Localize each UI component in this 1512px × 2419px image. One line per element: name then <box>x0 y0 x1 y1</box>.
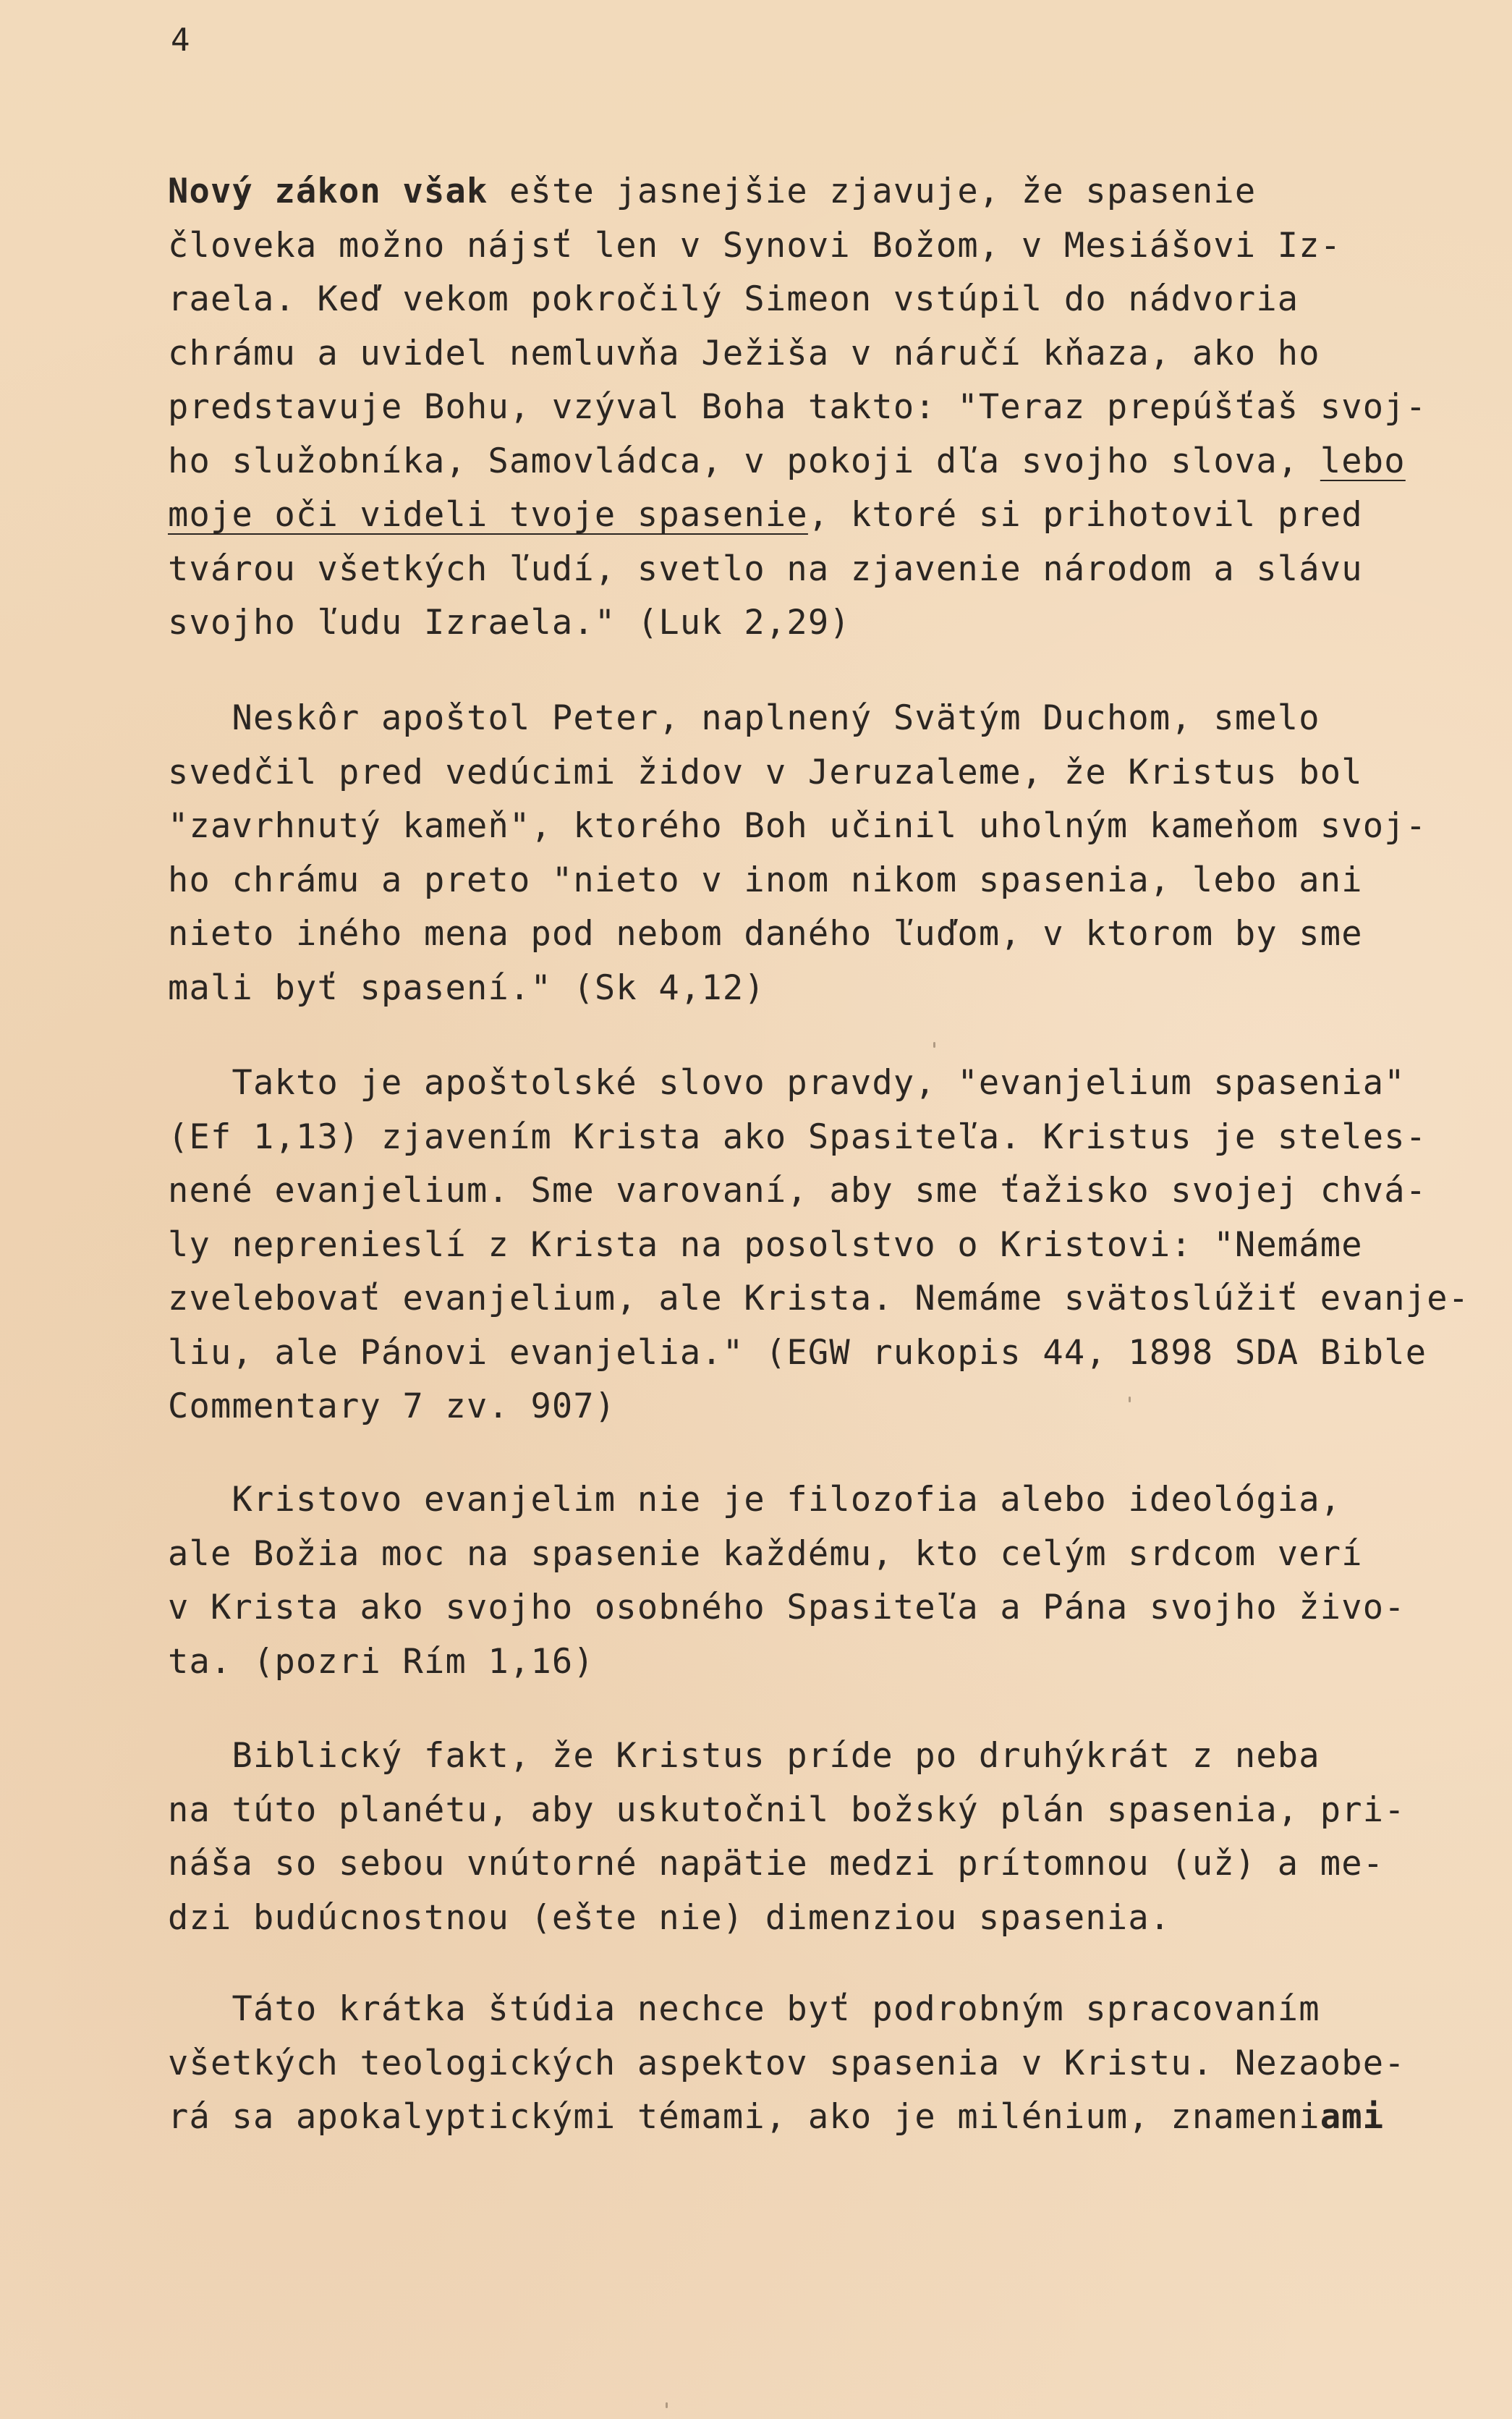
text-line <box>168 962 1456 1016</box>
bold-text: však <box>402 171 488 211</box>
text-line <box>168 854 1456 908</box>
text-run: liu, ale Pánovi evanjelia." (EGW rukopis 44, 1898 SDA Bible <box>168 1332 1427 1373</box>
text-run: nieto iného mena pod nebom daného ľuďom, v ktorom by sme <box>168 914 1363 954</box>
text-run: Takto je apoštolské slovo pravdy, "evanjelium spasenia" <box>168 1063 1406 1103</box>
text-line <box>168 907 1456 962</box>
text-run: svedčil pred vedúcimi židov v Jeruzaleme, že Kristus bol <box>168 752 1363 792</box>
text-line <box>168 596 1456 651</box>
text-run: človeka možno nájsť len v Synovi Božom, v Mesiášovi Iz- <box>168 225 1342 266</box>
paragraph <box>168 1473 1456 1689</box>
text-line <box>168 1272 1470 1326</box>
paper-speck <box>933 1042 935 1048</box>
text-line <box>168 1056 1456 1111</box>
text-line <box>168 1326 1456 1381</box>
text-line <box>168 1635 1456 1690</box>
text-run: tvárou všetkých ľudí, svetlo na zjavenie národom a slávu <box>168 548 1363 589</box>
paper-speck <box>1129 1397 1131 1402</box>
text-run: na túto planétu, aby uskutočnil božský plán spasenia, pri- <box>168 1789 1406 1830</box>
paragraph <box>168 692 1456 1015</box>
paper-speck <box>666 2402 668 2408</box>
text-line <box>168 381 1456 435</box>
text-line <box>168 488 1456 543</box>
bold-text: Nový zákon <box>168 171 381 211</box>
text-line <box>168 1729 1456 1784</box>
text-line <box>168 327 1456 381</box>
text-run: Biblický fakt, že Kristus príde po druhýkrát z neba <box>168 1736 1320 1776</box>
text-line <box>168 1380 1456 1434</box>
text-run: nené evanjelium. Sme varovaní, aby sme ťažisko svojej chvá- <box>168 1171 1427 1211</box>
text-run: ho služobníka, Samovládca, v pokoji dľa svojho slova, <box>168 441 1320 481</box>
text-run: Táto krátka štúdia nechce byť podrobným spracovaním <box>168 1989 1320 2029</box>
underlined-text: moje oči videli tvoje spasenie <box>168 495 808 535</box>
text-run: zvelebovať evanjelium, ale Krista. Nemáme svätoslúžiť evanje- <box>168 1279 1470 1318</box>
text-line <box>168 2090 1456 2145</box>
text-run: ly neprenieslí z Krista na posolstvo o Kristovi: "Nemáme <box>168 1224 1363 1265</box>
paragraph <box>168 1983 1456 2145</box>
text-line <box>168 1837 1456 1891</box>
text-line <box>168 692 1456 746</box>
paragraph <box>168 165 1456 651</box>
page-number: 4 <box>171 22 192 59</box>
text-line <box>168 1473 1456 1528</box>
text-run: Neskôr apoštol Peter, naplnený Svätým Duchom, smelo <box>168 698 1320 738</box>
text-run: (Ef 1,13) zjavením Krista ako Spasiteľa. Kristus je steles- <box>168 1117 1427 1157</box>
bold-text: ami <box>1320 2097 1385 2137</box>
text-run: Commentary 7 zv. 907) <box>168 1386 616 1426</box>
text-run: ale Božia moc na spasenie každému, kto celým srdcom verí <box>168 1533 1363 1574</box>
text-line <box>168 746 1456 800</box>
text-line <box>168 165 1456 219</box>
text-line <box>168 1111 1456 1165</box>
text-run: "zavrhnutý kameň", ktorého Boh učinil uholným kameňom svoj- <box>168 806 1427 846</box>
text-run: svojho ľudu Izraela." (Luk 2,29) <box>168 603 851 643</box>
text-run: ešte jasnejšie zjavuje, že spasenie <box>488 171 1257 211</box>
text-run: všetkých teologických aspektov spasenia v Kristu. Nezaobe- <box>168 2043 1406 2083</box>
text-line <box>168 1581 1456 1635</box>
text-run: Kristovo evanjelim nie je filozofia alebo ideológia, <box>168 1480 1342 1520</box>
text-run: chrámu a uvidel nemluvňa Ježiša v náručí kňaza, ako ho <box>168 333 1320 373</box>
text-run: raela. Keď vekom pokročilý Simeon vstúpil do nádvoria <box>168 279 1299 319</box>
text-run: ho chrámu a preto "nieto v inom nikom spasenia, lebo ani <box>168 860 1363 900</box>
text-line <box>168 2037 1456 2091</box>
text-line <box>168 273 1456 327</box>
text-line <box>168 1528 1456 1582</box>
text-run: , ktoré si prihotovil pred <box>807 495 1363 535</box>
text-run: ta. (pozri Rím 1,16) <box>168 1641 595 1682</box>
text-line <box>168 1983 1456 2037</box>
text-run: dzi budúcnostnou (ešte nie) dimenziou spasenia. <box>168 1897 1171 1938</box>
text-line <box>168 543 1456 597</box>
text-run <box>381 171 403 211</box>
paragraph <box>168 1729 1456 1945</box>
text-run: predstavuje Bohu, vzýval Boha takto: "Teraz prepúšťaš svoj- <box>168 387 1427 427</box>
text-run: v Krista ako svojho osobného Spasiteľa a Pána svojho živo- <box>168 1588 1406 1627</box>
text-line <box>168 219 1456 274</box>
text-run: mali byť spasení." (Sk 4,12) <box>168 967 765 1008</box>
text-line <box>168 1784 1456 1838</box>
text-line <box>168 800 1456 854</box>
text-run: rá sa apokalyptickými témami, ako je milénium, znameni <box>168 2097 1320 2137</box>
text-line <box>168 1891 1456 1946</box>
text-line <box>168 1219 1456 1273</box>
text-line <box>168 435 1456 489</box>
underlined-text: lebo <box>1320 441 1406 481</box>
paragraph <box>168 1056 1470 1434</box>
text-line <box>168 1164 1456 1219</box>
text-run: náša so sebou vnútorné napätie medzi prítomnou (už) a me- <box>168 1844 1385 1884</box>
